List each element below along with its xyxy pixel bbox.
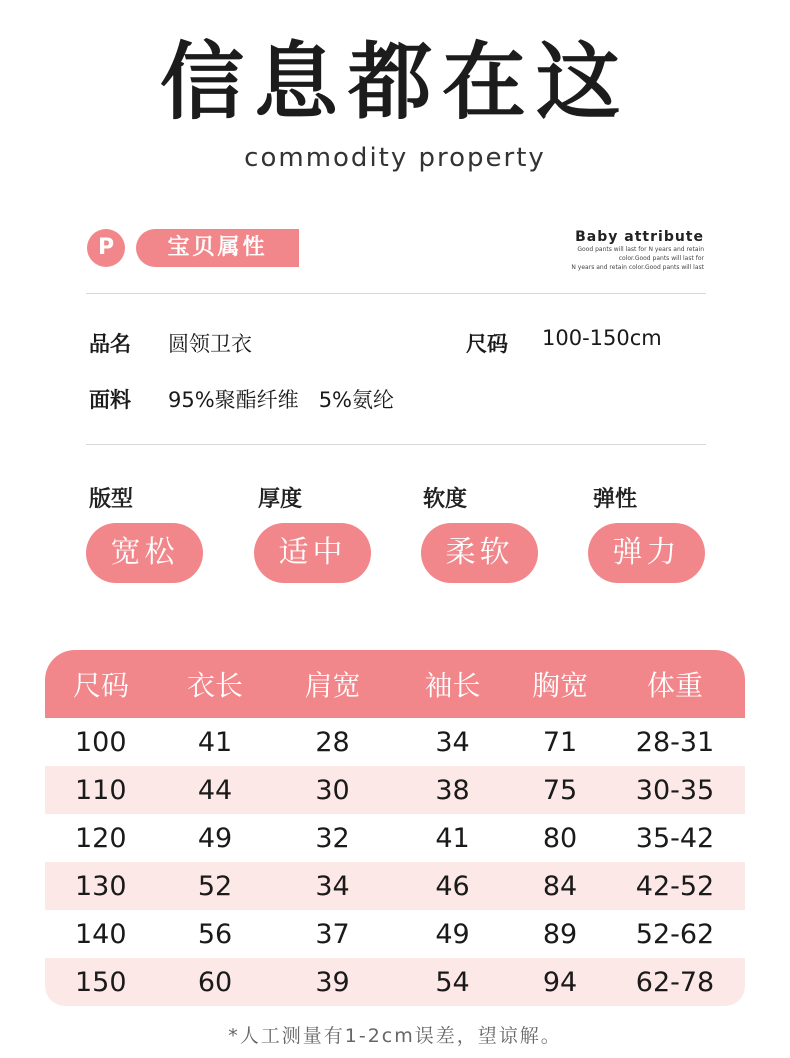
table-cell: 34 [315,870,350,902]
table-cell: 60 [197,966,233,998]
table-cell: 56 [197,918,233,950]
table-cell: 150 [75,966,127,998]
feature-label-softness: 软度 [423,487,468,512]
table-cell: 46 [435,870,470,902]
table-cell: 94 [542,966,578,998]
fabric-label: 面料 [89,388,131,412]
table-row [45,718,745,766]
table-cell: 30-35 [635,774,715,806]
table-cell: 130 [75,870,127,902]
size-table [45,650,745,1006]
table-cell: 100 [75,726,127,758]
size-table-header [45,650,745,718]
divider-top [86,293,706,294]
table-cell: 75 [542,774,578,806]
measurement-note: *人工测量有1-2cm误差，望谅解。 [228,1025,562,1047]
table-cell: 41 [197,726,233,758]
baby-attribute-heading: Baby attribute [575,229,704,245]
fine-line: Good pants will last for N years and retain [577,246,704,253]
table-cell: 30 [315,774,350,806]
table-cell: 49 [435,918,470,950]
table-cell: 32 [315,822,350,854]
feature-label-fit: 版型 [89,487,134,512]
size-value: 100-150cm [542,326,662,350]
table-cell: 52-62 [635,918,715,950]
table-cell: 35-42 [635,822,715,854]
table-cell: 54 [435,966,470,998]
table-cell: 49 [197,822,233,854]
feature-label-thickness: 厚度 [258,487,303,512]
size-label: 尺码 [466,332,508,356]
table-cell: 140 [75,918,127,950]
table-cell: 71 [542,726,578,758]
product-name-value: 圆领卫衣 [168,332,252,356]
page-subtitle: commodity property [244,143,546,173]
header-cell: 袖长 [424,669,481,702]
header-cell: 尺码 [73,669,130,702]
table-cell: 28-31 [635,726,715,758]
fabric-value: 95%聚酯纤维 5%氨纶 [168,388,395,412]
fine-line: N years and retain color.Good pants will last [571,264,704,271]
fine-line: color.Good pants will last for [618,255,704,262]
table-cell: 84 [542,870,578,902]
table-cell: 120 [75,822,127,854]
p-badge: P [87,229,125,267]
table-row [45,862,745,910]
baby-attribute-block [571,229,704,272]
feature-value-softness: 柔软 [421,523,538,583]
table-row [45,910,745,958]
table-cell: 42-52 [635,870,715,902]
divider-bottom [86,444,706,445]
feature-value-fit: 宽松 [86,523,203,583]
table-cell: 62-78 [635,966,715,998]
table-cell: 89 [542,918,578,950]
table-cell: 37 [315,918,350,950]
product-name-label: 品名 [89,332,131,356]
table-cell: 110 [75,774,127,806]
section-label: 宝贝属性 [136,229,299,267]
header-cell: 肩宽 [304,669,361,702]
table-cell: 44 [197,774,233,806]
table-cell: 80 [542,822,578,854]
table-row [45,958,745,1006]
feature-value-thickness: 适中 [254,523,371,583]
table-row [45,814,745,862]
page-title: 信息都在这 [159,33,630,131]
feature-label-elasticity: 弹性 [593,487,638,512]
table-cell: 39 [315,966,350,998]
table-row [45,766,745,814]
header-cell: 体重 [646,669,703,702]
table-cell: 38 [435,774,470,806]
feature-value-elasticity: 弹力 [588,523,705,583]
table-cell: 52 [197,870,233,902]
header-cell: 胸宽 [531,669,588,702]
table-cell: 28 [315,726,350,758]
table-cell: 41 [435,822,470,854]
table-cell: 34 [435,726,470,758]
header-cell: 衣长 [186,669,243,702]
